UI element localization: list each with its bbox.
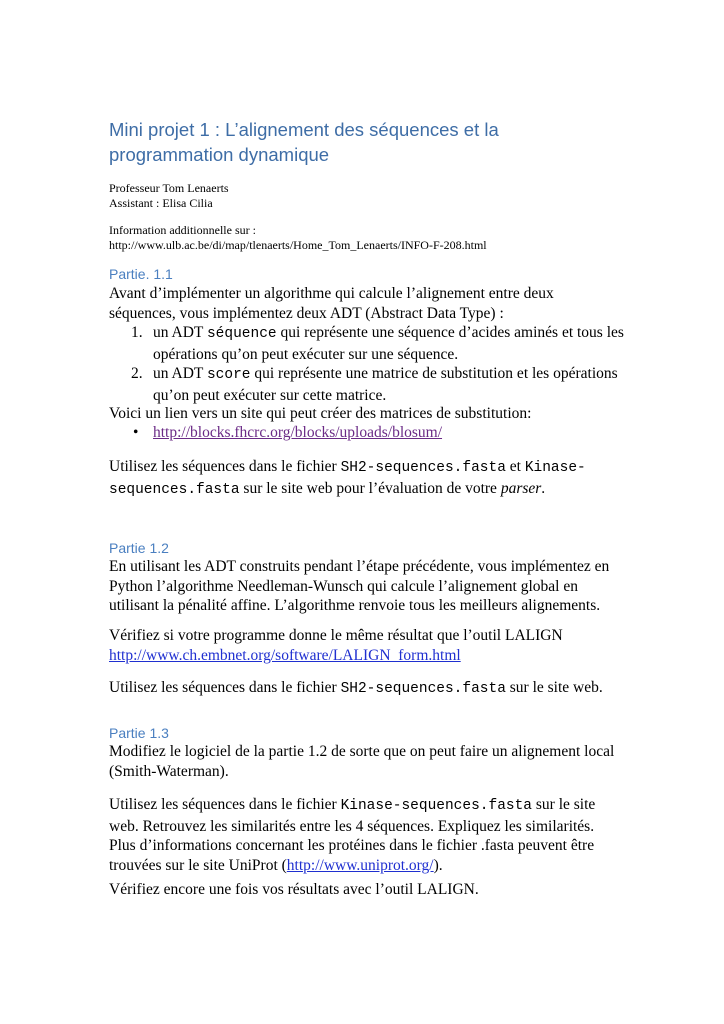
- item-text: qui représente une matrice de substitution et les opérations qu’on peut exécuter sur cette matrice.: [153, 365, 618, 404]
- section-heading-1-2: Partie 1.2: [109, 540, 169, 556]
- document-title: Mini projet 1 : L’alignement des séquences et la programmation dynamique: [109, 119, 499, 165]
- text-span: sur le site web. Retrouvez les similarités entre les 4 séquences. Expliquez les similarités. Plus d’informations concernant les protéines dans le fichier .fasta peuvent être trouvées sur le site UniProt (: [109, 796, 596, 874]
- file-name-code: sequences.fasta: [109, 481, 240, 498]
- part12-verify: [109, 626, 624, 665]
- professor-line: Professeur Tom Lenaerts: [109, 181, 229, 195]
- file-name-code: SH2-sequences.fasta: [340, 681, 506, 697]
- item-text: un ADT: [153, 365, 207, 382]
- adt-name-code: séquence: [206, 326, 277, 342]
- section-heading-1-3: Partie 1.3: [109, 725, 169, 741]
- document-content: [109, 0, 629, 898]
- text-span: sur le site web.: [505, 679, 603, 696]
- list-item: [109, 364, 624, 405]
- part12-use-sequences: [109, 678, 624, 700]
- text-span: Vérifiez si votre programme donne le même résultat que l’outil LALIGN: [109, 627, 563, 644]
- info-label: Information additionnelle sur :: [109, 223, 256, 237]
- bullet-icon: •: [133, 424, 139, 441]
- text-span: Utilisez les séquences dans le fichier: [109, 458, 341, 475]
- adt-list: [109, 323, 624, 405]
- part13-use-sequences: [109, 795, 624, 875]
- text-span: ).: [433, 856, 443, 874]
- list-item: [109, 323, 624, 364]
- section-heading-1-1: Partie. 1.1: [109, 266, 173, 282]
- list-number: 2.: [131, 365, 143, 382]
- list-number: 1.: [131, 324, 143, 341]
- file-name-code: Kinase-: [524, 460, 586, 476]
- text-span: Utilisez les séquences dans le fichier: [109, 679, 341, 696]
- laliign-link[interactable]: http://www.ch.embnet.org/software/LALIGN_form.html: [109, 646, 461, 664]
- part13-text: Modifiez le logiciel de la partie 1.2 de sorte que on peut faire un alignement local (Smith-Waterman).: [109, 743, 615, 780]
- part11-intro: Avant d’implémenter un algorithme qui calcule l’alignement entre deux séquences, vous implémentez deux ADT (Abstract Data Type) :: [109, 285, 554, 322]
- uniprot-link[interactable]: http://www.uniprot.org/: [286, 856, 434, 874]
- part11-use-sequences: [109, 457, 624, 500]
- file-name-code: Kinase-sequences.fasta: [340, 798, 532, 814]
- file-name-code: SH2-sequences.fasta: [340, 460, 506, 476]
- link-bullet-item: [109, 423, 668, 443]
- assistant-line: Assistant : Elisa Cilia: [109, 196, 213, 210]
- item-text: qui représente une séquence d’acides aminés et tous les opérations qu’on peut exécuter sur une séquence.: [153, 324, 624, 363]
- part13-verify: Vérifiez encore une fois vos résultats avec l’outil LALIGN.: [109, 881, 479, 898]
- adt-name-code: score: [206, 367, 251, 383]
- blosum-link[interactable]: http://blocks.fhcrc.org/blocks/uploads/blosum/: [153, 424, 443, 441]
- part12-text: En utilisant les ADT construits pendant l’étape précédente, vous implémentez en Python l’algorithme Needleman-Wunsch qui calcule l’alignement global en utilisant la pénalité affine. L’algorithme renvoie tous les meilleurs alignements.: [109, 558, 610, 614]
- text-span: et: [505, 458, 525, 475]
- matrix-link-intro: Voici un lien vers un site qui peut créer des matrices de substitution:: [109, 405, 532, 422]
- item-text: un ADT: [153, 324, 207, 341]
- text-span: .: [541, 479, 546, 497]
- info-url: http://www.ulb.ac.be/di/map/tlenaerts/Home_Tom_Lenaerts/INFO-F-208.html: [109, 238, 487, 252]
- emphasis-text: parser: [500, 479, 542, 497]
- text-span: Utilisez les séquences dans le fichier: [109, 796, 341, 813]
- text-span: sur le site web pour l’évaluation de votre: [239, 479, 501, 497]
